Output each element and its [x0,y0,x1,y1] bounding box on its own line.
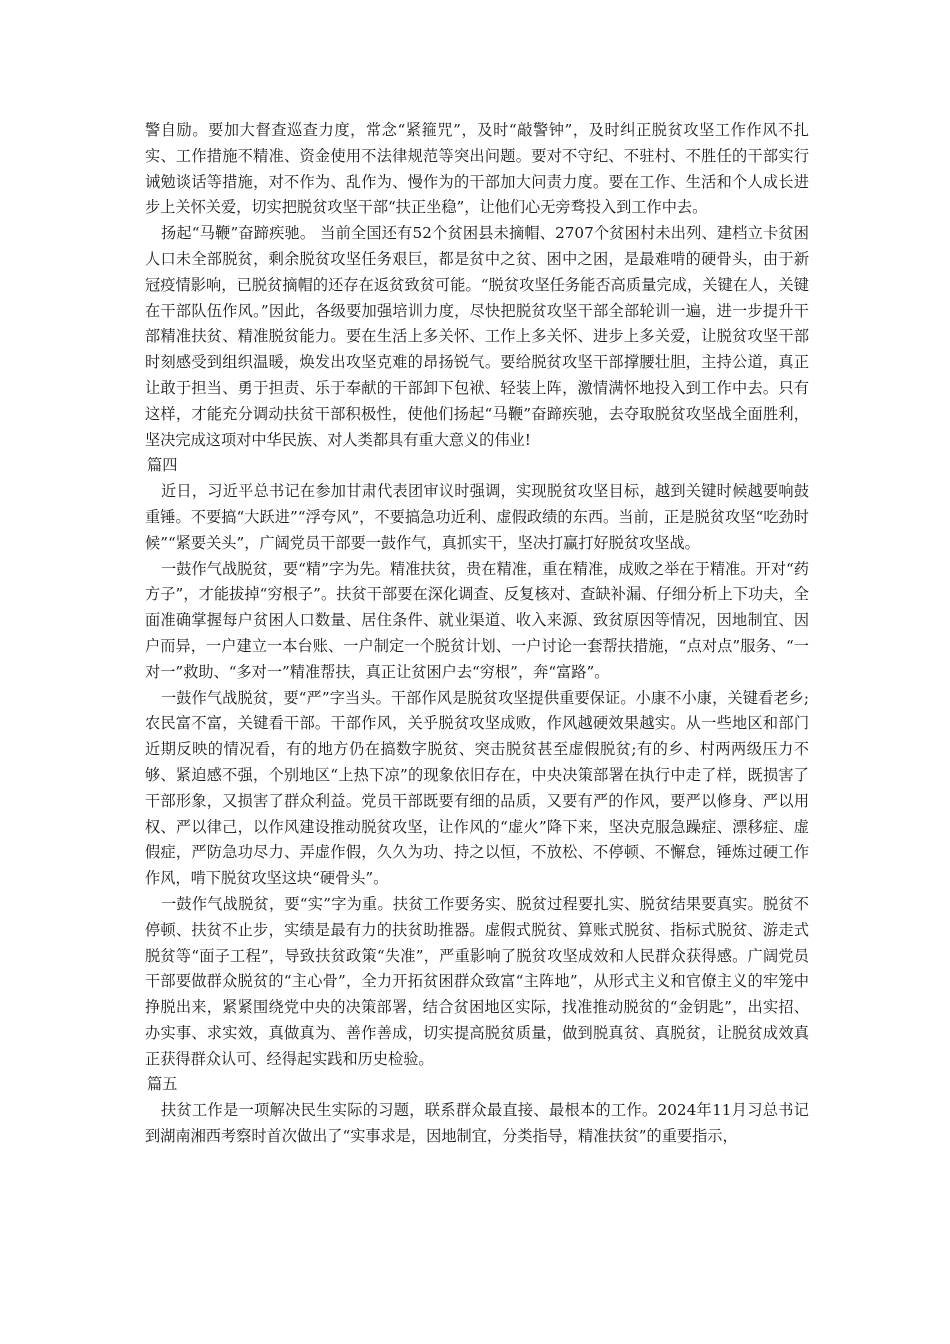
section-heading-5: 篇五 [147,1075,178,1094]
paragraph-1: 警自励。要加大督查巡查力度，常念“紧箍咒”，及时“敲警钟”，及时纠正脱贫攻坚工作作风不扎实、工作措施不精准、资金使用不法律规范等突出问题。要对不守纪、不驻村、不胜任的干部实行诫勉谈话等措施，对不作为、乱作为、慢作为的干部加大问责力度。要在工作、生活和个人成长进步上关怀关爱，切实把脱贫攻坚干部“扶正坐稳”，让他们心无旁骛投入到工作中去。 [145,121,809,217]
paragraph-4: 一鼓作气战脱贫，要“精”字为先。精准扶贫，贵在精准，重在精准，成败之举在于精准。开对“药方子”，才能拔掉“穷根子”。扶贫干部要在深化调查、反复核对、查缺补漏、仔细分析上下功夫，全面准确掌握每户贫困人口数量、居住条件、就业渠道、收入来源、致贫原因等情况，因地制宜、因户而异，一户建立一本台账、一户制定一个脱贫计划、一户讨论一套帮扶措施，“点对点”服务、“一对一”救助、“多对一”精准帮扶，真正让贫困户去“穷根”，奔“富路”。 [145,559,809,681]
paragraph-3: 近日，习近平总书记在参加甘肃代表团审议时强调，实现脱贫攻坚目标，越到关键时候越要响鼓重锤。不要搞“大跃进”“浮夸风”，不要搞急功近利、虚假政绩的东西。当前，正是脱贫攻坚“吃劲时候”“紧要关头”，广阔党员干部要一鼓作气，真抓实干，坚决打赢打好脱贫攻坚战。 [145,482,809,552]
paragraph-6: 一鼓作气战脱贫，要“实”字为重。扶贫工作要务实、脱贫过程要扎实、脱贫结果要真实。脱贫不停顿、扶贫不止步，实绩是最有力的扶贫助推器。虚假式脱贫、算账式脱贫、指标式脱贫、游走式脱贫等“面子工程”，导致扶贫政策“失准”，严重影响了脱贫攻坚成效和人民群众获得感。广阔党员干部要做群众脱贫的“主心骨”，全力开拓贫困群众致富“主阵地”，从形式主义和官僚主义的牢笼中挣脱出来，紧紧围绕党中央的决策部署，结合贫困地区实际，找准推动脱贫的“金钥匙”，出实招、办实事、求实效，真做真为、善作善成，切实提高脱贫质量，做到脱真贫、真脱贫，让脱贫成效真正获得群众认可、经得起实践和历史检验。 [145,894,809,1068]
section-heading-4: 篇四 [147,456,178,475]
paragraph-5: 一鼓作气战脱贫，要“严”字当头。干部作风是脱贫攻坚提供重要保证。小康不小康，关键看老乡;农民富不富，关键看干部。干部作风，关乎脱贫攻坚成败，作风越硬效果越实。从一些地区和部门近期反映的情况看，有的地方仍在搞数字脱贫、突击脱贫甚至虚假脱贫;有的乡、村两两级压力不够、紧迫感不强，个别地区“上热下凉”的现象依旧存在，中央决策部署在执行中走了样，既损害了干部形象，又损害了群众利益。党员干部既要有细的品质，又要有严的作风，要严以修身、严以用权、严以律己，以作风建设推动脱贫攻坚，让作风的“虚火”降下来，坚决克服急躁症、漂移症、虚假症，严防急功尽力、弄虚作假，久久为功、持之以恒，不放松、不停顿、不懈怠，锤炼过硬工作作风，啃下脱贫攻坚这块“硬骨头”。 [145,688,809,888]
document-body [145,118,809,1150]
paragraph-2: 扬起“马鞭”奋蹄疾驰。 当前全国还有52个贫困县未摘帽、2707个贫困村未出列、建档立卡贫困人口未全部脱贫，剩余脱贫攻坚任务艰巨，都是贫中之贫、困中之困，是最难啃的硬骨头，由于新冠疫情影响，已脱贫摘帽的还存在返贫致贫可能。“脱贫攻坚任务能否高质量完成，关键在人，关键在干部队伍作风。”因此，各级要加强培训力度，尽快把脱贫攻坚干部全部轮训一遍，进一步提升干部精准扶贫、精准脱贫能力。要在生活上多关怀、工作上多关怀、进步上多关爱，让脱贫攻坚干部时刻感受到组织温暖，焕发出攻坚克难的昂扬锐气。要给脱贫攻坚干部撑腰壮胆，主持公道，真正让敢于担当、勇于担责、乐于奉献的干部卸下包袱、轻装上阵，激情满怀地投入到工作中去。只有这样，才能充分调动扶贫干部积极性，使他们扬起“马鞭”奋蹄疾驰，去夺取脱贫攻坚战全面胜利，坚决完成这项对中华民族、对人类都具有重大意义的伟业! [145,224,809,449]
paragraph-7: 扶贫工作是一项解决民生实际的习题，联系群众最直接、最根本的工作。2024年11月习总书记到湖南湘西考察时首次做出了“实事求是，因地制宜，分类指导，精准扶贫”的重要指示， [145,1101,809,1146]
